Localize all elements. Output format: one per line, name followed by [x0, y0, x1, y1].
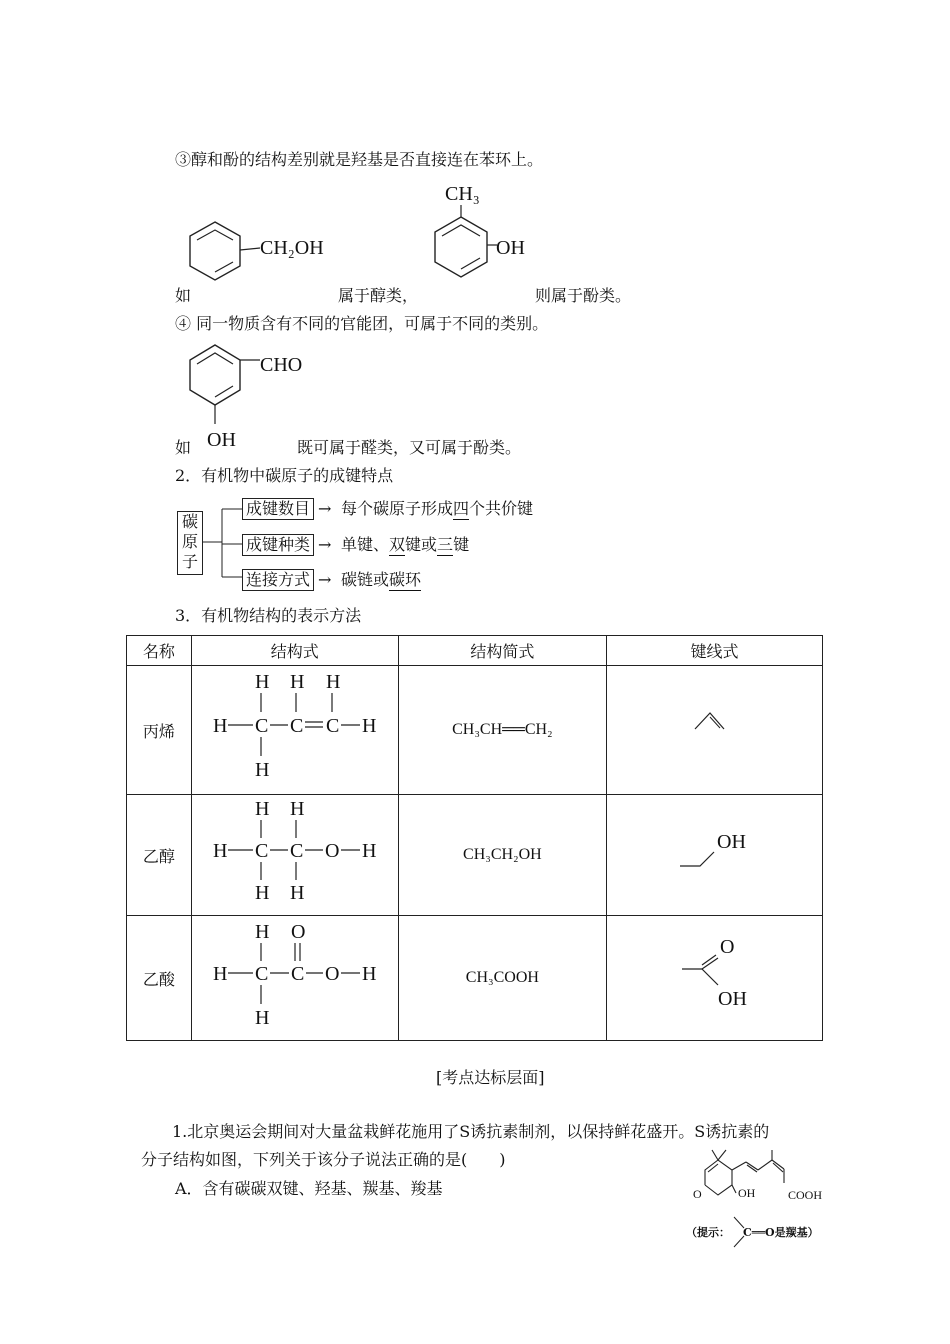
svg-text:H: H	[213, 840, 228, 862]
svg-text:O: O	[291, 921, 306, 943]
svg-text:O: O	[325, 963, 340, 985]
example-prefix: 如	[175, 286, 192, 305]
ethanol-skeletal-oh: OH	[717, 831, 746, 853]
svg-text:H: H	[255, 882, 270, 904]
option-a: A．含有碳碳双键、羟基、羰基、羧基	[175, 1179, 443, 1198]
svg-text:H: H	[255, 759, 270, 781]
root-char: 子	[181, 552, 198, 571]
svg-text:H: H	[362, 963, 377, 985]
branch-arrow-2: →	[318, 535, 332, 554]
root-char: 碳	[181, 512, 198, 531]
benzyl-class-label: 属于醇类，	[338, 286, 419, 305]
ethanol-condensed: CH₃CH₂OH	[398, 795, 606, 916]
cresol-class-label: 则属于酚类。	[535, 286, 632, 305]
svg-text:H: H	[362, 715, 377, 737]
ethanol-structural-drawing	[205, 796, 395, 906]
svg-text:H: H	[213, 715, 228, 737]
cresol-oh: OH	[496, 237, 525, 259]
acetic-skeletal-o: O	[720, 936, 735, 958]
fig-o: O	[693, 1187, 702, 1201]
benzyl-ch2oh: CH₂OH	[260, 237, 324, 259]
branch-box-connection: 连接方式	[242, 569, 314, 591]
fig-cooh: COOH	[788, 1188, 823, 1202]
svg-text:H: H	[326, 671, 341, 693]
branch-arrow-3: →	[318, 570, 332, 589]
carbon-root-box	[177, 511, 203, 575]
cresol-ch3: CH₃	[445, 183, 480, 205]
multi-class-label: 既可属于醛类，又可属于酚类。	[297, 438, 522, 457]
branch-lines	[202, 505, 247, 585]
col-header-structural: 结构式	[191, 636, 398, 666]
svg-text:C: C	[255, 715, 269, 737]
svg-text:H: H	[255, 921, 270, 943]
note-3: ③醇和酚的结构差别就是羟基是否直接连在苯环上。	[175, 150, 544, 169]
svg-text:H: H	[362, 840, 377, 862]
ethanol-skeletal-drawing	[680, 840, 720, 870]
svg-text:H: H	[255, 798, 270, 820]
svg-text:C: C	[326, 715, 340, 737]
hint-tail: C══O是羰基）	[743, 1226, 819, 1239]
hint: （提示：	[686, 1226, 730, 1239]
note-4: ④ 同一物质含有不同的官能团，可属于不同的类别。	[175, 314, 549, 333]
svg-text:H: H	[255, 1007, 270, 1029]
question-1-line-1: 1.北京奥运会期间对大量盆栽鲜花施用了S诱抗素制剂，以保持鲜花盛开。S诱抗素的	[172, 1122, 770, 1141]
branch-box-type: 成键种类	[242, 534, 314, 556]
example-prefix-2: 如	[175, 438, 192, 457]
section3-heading: 3．有机物结构的表示方法	[175, 606, 362, 625]
svg-text:C: C	[255, 840, 269, 862]
acetic-condensed: CH₃COOH	[398, 916, 606, 1041]
svg-text:H: H	[290, 671, 305, 693]
branch-text-2: 单键、双键或三键	[341, 535, 470, 554]
svg-text:C: C	[291, 963, 305, 985]
col-header-skeletal: 键线式	[607, 636, 823, 666]
root-char: 原	[181, 532, 198, 551]
col-header-condensed: 结构简式	[398, 636, 606, 666]
section4-heading: [考点达标层面]	[436, 1068, 545, 1087]
branch-arrow-1: →	[318, 499, 332, 518]
benzyl-alcohol-structure	[185, 220, 265, 300]
cresol-structure	[425, 205, 505, 295]
propene-structural-drawing	[205, 668, 395, 783]
acetic-structural-drawing	[205, 918, 395, 1030]
branch-box-count: 成键数目	[242, 498, 314, 520]
svg-text:C: C	[290, 840, 304, 862]
hydroxybenzaldehyde-structure	[185, 340, 265, 435]
oh-group: OH	[207, 429, 236, 451]
question-1-line-2: 分子结构如图，下列关于该分子说法正确的是( )	[141, 1150, 506, 1169]
row-name-propene: 丙烯	[127, 666, 192, 795]
svg-text:H: H	[213, 963, 228, 985]
col-header-name: 名称	[127, 636, 192, 666]
propene-condensed: CH₃CH══CH₂	[398, 666, 606, 795]
acetic-skeletal-oh: OH	[718, 988, 747, 1010]
row-name-ethanol: 乙醇	[127, 795, 192, 916]
propene-skeletal-drawing	[693, 707, 733, 732]
cho-group: CHO	[260, 354, 303, 376]
svg-text:H: H	[290, 882, 305, 904]
branch-text-1: 每个碳原子形成四个共价键	[341, 499, 534, 518]
svg-text:C: C	[290, 715, 304, 737]
svg-text:C: C	[255, 963, 269, 985]
fig-oh: OH	[738, 1186, 756, 1200]
svg-text:H: H	[290, 798, 305, 820]
row-name-acetic-acid: 乙酸	[127, 916, 192, 1041]
svg-text:O: O	[325, 840, 340, 862]
section2-heading: 2．有机物中碳原子的成键特点	[175, 466, 394, 485]
branch-text-3: 碳链或碳环	[341, 570, 422, 589]
svg-text:H: H	[255, 671, 270, 693]
